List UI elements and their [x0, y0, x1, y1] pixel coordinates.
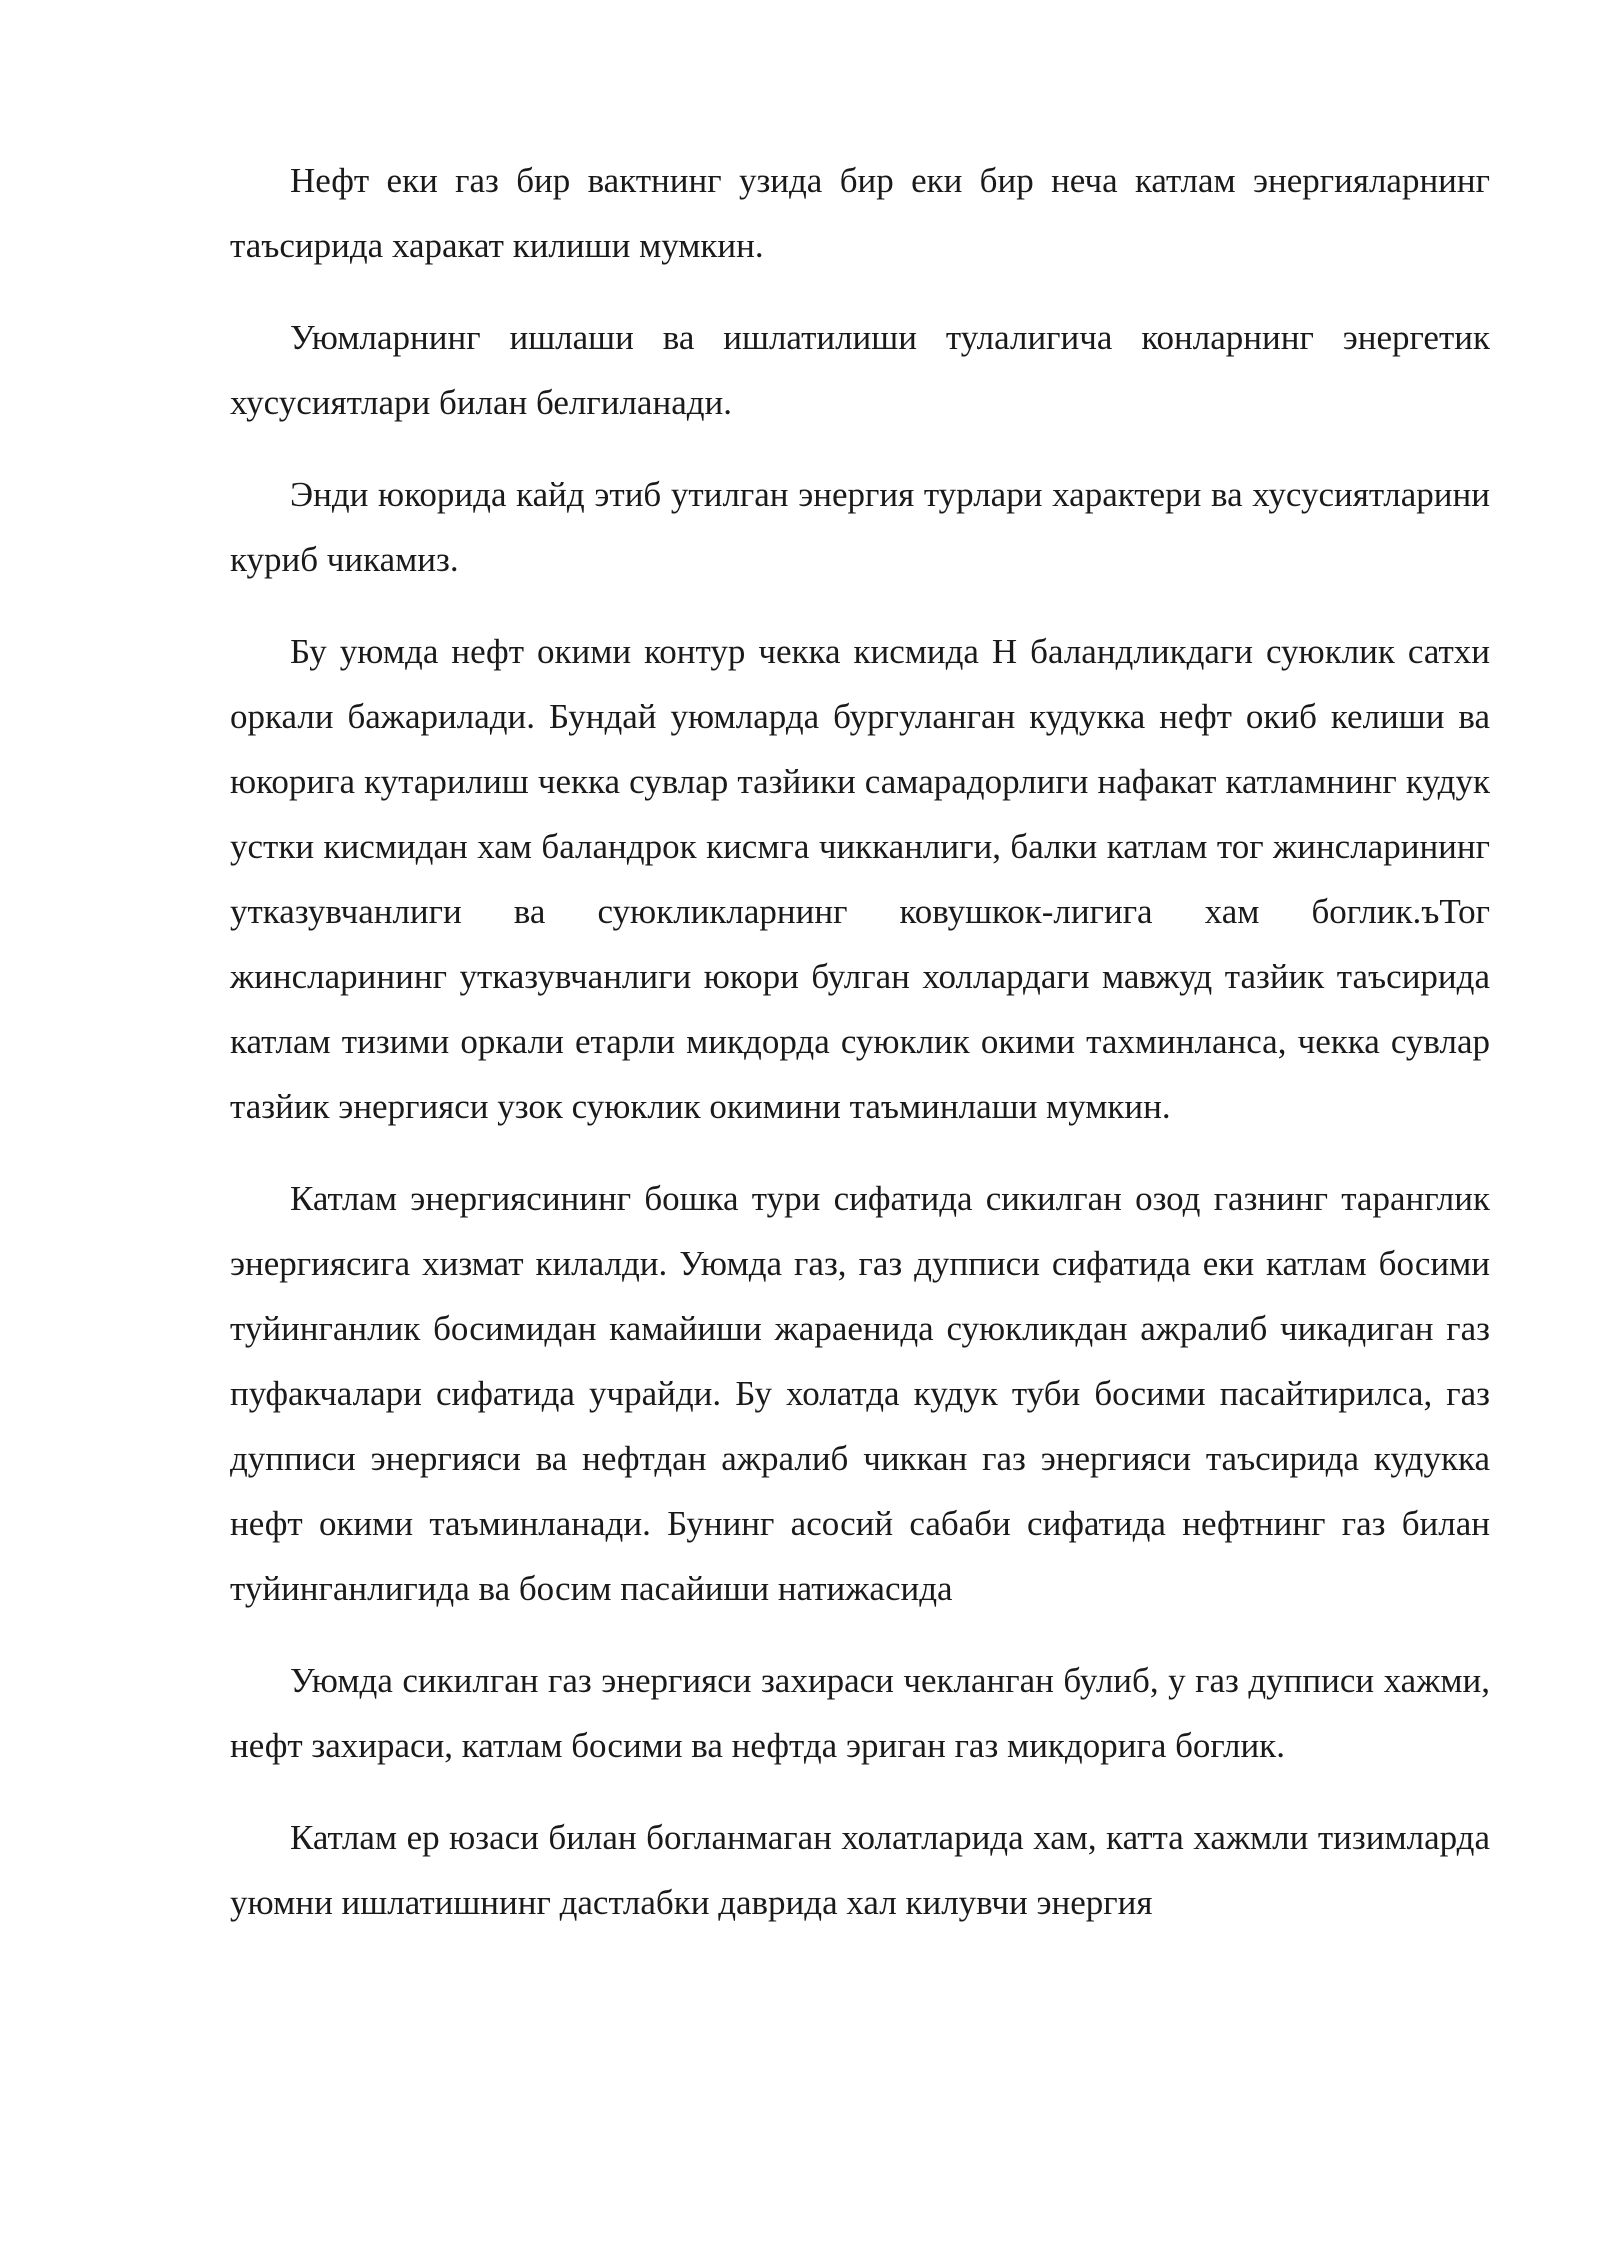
paragraph-4: Бу уюмда нефт окими контур чекка кисмида Н баландликдаги суюклик сатхи оркали бажарилади. Бундай уюмларда бургуланган кудукка нефт окиб келиши ва юкорига кутарилиш чекка сувлар тазйики самарадорлиги нафакат катламнинг кудук устки кисмидан хам баландрок кисмга чикканлиги, балки катлам тог жинсларининг утказувчанлиги ва суюкликларнинг ковушкок-лигига хам боглик.ъТог жинсларининг утказувчанлиги юкори булган холлардаги мавжуд тазйик таъсирида катлам тизими оркали етарли микдорда суюклик окими тахминланса, чекка сувлар тазйик энергияси узок суюклик окимини таъминлаши мумкин. — [230, 632, 1490, 1126]
document-body — [230, 148, 1490, 1962]
paragraph-6: Уюмда сикилган газ энергияси захираси чекланган булиб, у газ дупписи хажми, нефт захираси, катлам босими ва нефтда эриган газ микдорига боглик. — [230, 1661, 1490, 1765]
paragraph-1: Нефт еки газ бир вактнинг узида бир еки бир неча катлам энергияларнинг таъсирида харакат килиши мумкин. — [230, 161, 1490, 265]
paragraph-5: Катлам энергиясининг бошка тури сифатида сикилган озод газнинг таранглик энергиясига хизмат килалди. Уюмда газ, газ дупписи сифатида еки катлам босими туйинганлик босимидан камайиши жараенида суюкликдан ажралиб чикадиган газ пуфакчалари сифатида учрайди. Бу холатда кудук туби босими пасайтирилса, газ дупписи энергияси ва нефтдан ажралиб чиккан газ энергияси таъсирида кудукка нефт окими таъминланади. Бунинг асосий сабаби сифатида нефтнинг газ билан туйинганлигида ва босим пасайиши натижасида — [230, 1179, 1490, 1608]
paragraph-2: Уюмларнинг ишлаши ва ишлатилиши тулалигича конларнинг энергетик хусусиятлари билан белгиланади. — [230, 318, 1490, 422]
paragraph-3: Энди юкорида кайд этиб утилган энергия турлари характери ва хусусиятларини куриб чикамиз. — [230, 475, 1490, 579]
paragraph-7: Катлам ер юзаси билан богланмаган холатларида хам, катта хажмли тизимларда уюмни ишлатишнинг дастлабки даврида хал килувчи энергия — [230, 1818, 1490, 1922]
